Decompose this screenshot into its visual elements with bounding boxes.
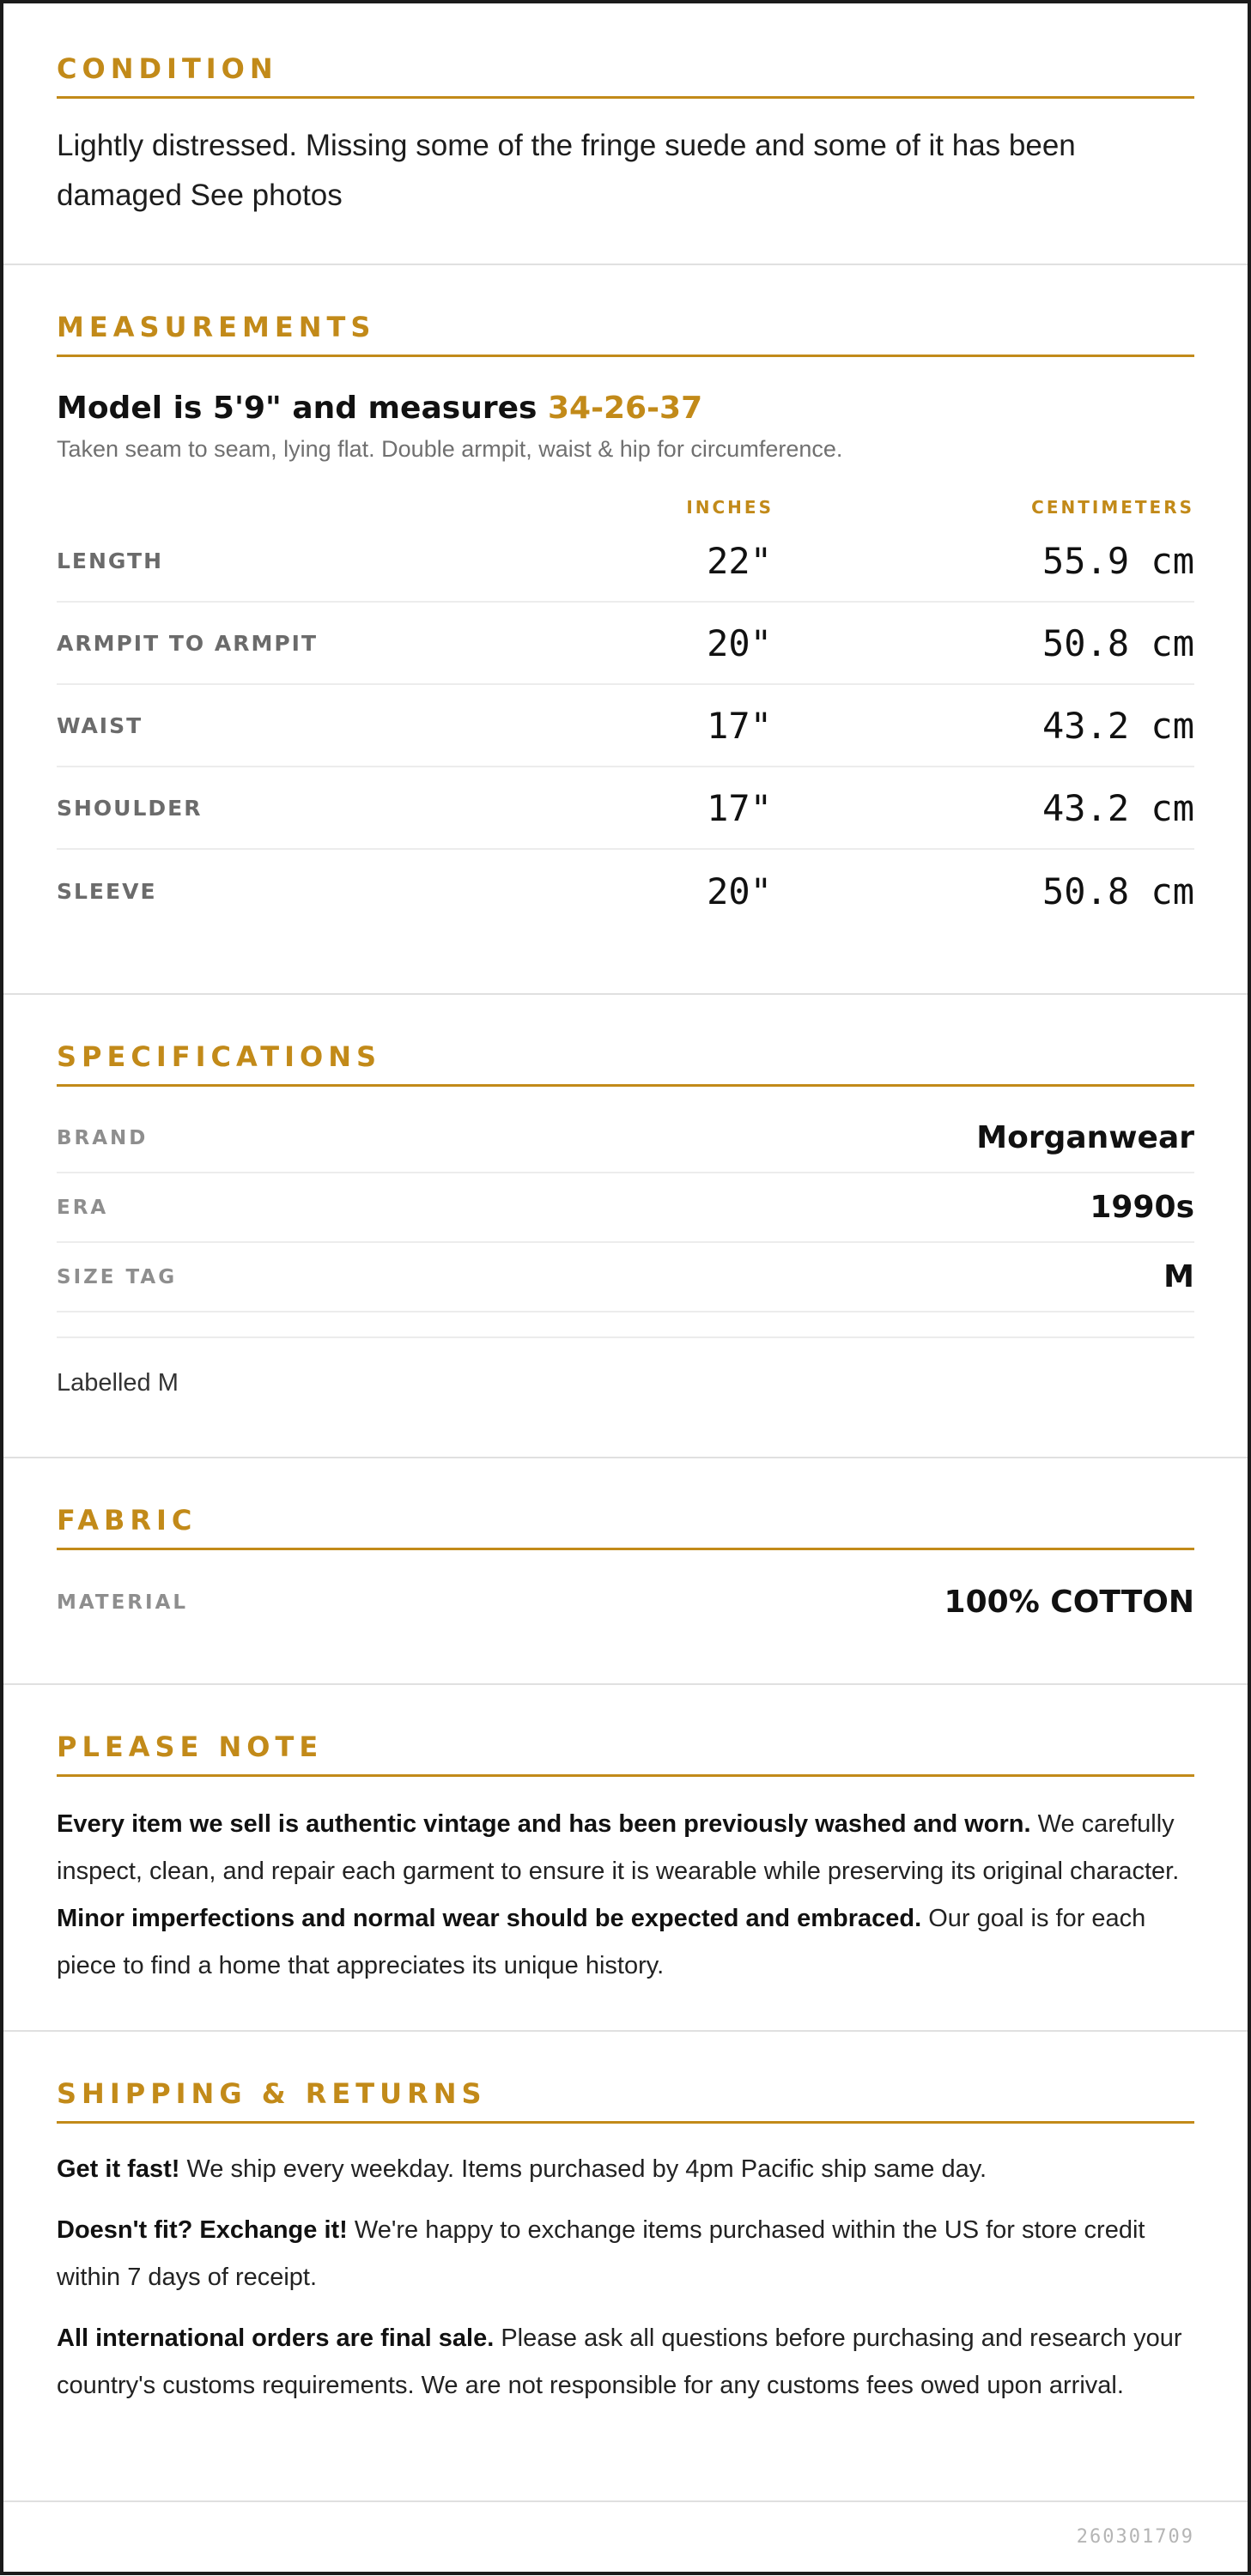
spec-key: SIZE TAG: [57, 1265, 178, 1288]
measurement-row: [57, 520, 1194, 603]
spec-key: ERA: [57, 1196, 109, 1219]
measurement-cm: 50.8 cm: [1041, 870, 1194, 912]
measurement-row: [57, 685, 1194, 767]
fabric-value: 100% COTTON: [944, 1585, 1194, 1620]
shipping-title: SHIPPING & RETURNS: [57, 2076, 1194, 2124]
shipping-returns-section: [3, 2032, 1248, 2502]
specifications-title: SPECIFICATIONS: [57, 1039, 1194, 1087]
measurement-row: [57, 767, 1194, 850]
model-info: [57, 390, 1194, 427]
measurements-section: [3, 265, 1248, 995]
measurement-inches: 20": [707, 621, 772, 664]
measurement-label: WAIST: [57, 712, 143, 738]
measurement-label: LENGTH: [57, 548, 163, 573]
spec-note: Labelled M: [57, 1369, 179, 1397]
shipping-bold: Get it fast!: [57, 2155, 180, 2183]
measurements-title: MEASUREMENTS: [57, 310, 1194, 357]
spec-row-size-tag: [57, 1243, 1194, 1312]
fabric-title: FABRIC: [57, 1503, 1194, 1550]
specifications-list: [57, 1104, 1194, 1338]
note-text-2: Our goal is for each piece to find a home that appreciates its unique history.: [57, 1905, 1146, 1979]
spec-row-brand: [57, 1104, 1194, 1173]
condition-section: [3, 3, 1248, 265]
please-note-text: [57, 1801, 1194, 1990]
measurement-cm: 50.8 cm: [1041, 621, 1194, 664]
spec-value: M: [1163, 1259, 1194, 1294]
divider: [57, 1312, 1194, 1338]
measurement-label: ARMPIT TO ARMPIT: [57, 630, 319, 656]
shipping-text: Please ask all questions before purchasing and research your country's customs requirements. We are not responsible for any customs fees owed upon arrival.: [57, 2324, 1182, 2399]
fabric-section: [3, 1458, 1248, 1685]
note-text-1: We carefully inspect, clean, and repair each garment to ensure it is wearable while preserving its original character.: [57, 1810, 1180, 1885]
measurement-inches: 17": [707, 704, 772, 747]
measurements-header: [57, 494, 1194, 520]
measurement-cm: 43.2 cm: [1041, 786, 1194, 829]
note-bold-2: Minor imperfections and normal wear should be expected and embraced.: [57, 1905, 922, 1932]
measurement-inches: 20": [707, 870, 772, 912]
fabric-list: [57, 1567, 1194, 1637]
model-info-prefix: Model is 5'9" and measures: [57, 391, 548, 426]
footer: [3, 2502, 1248, 2576]
spec-row-era: [57, 1173, 1194, 1243]
shipping-paragraph-fast: [57, 2146, 1194, 2193]
measurement-row: [57, 850, 1194, 932]
measurement-row: [57, 603, 1194, 685]
condition-text: Lightly distressed. Missing some of the fringe suede and some of it has been damaged See photos: [57, 129, 1076, 212]
shipping-bold: All international orders are final sale.: [57, 2324, 495, 2352]
measurements-table: [57, 520, 1194, 932]
please-note-title: PLEASE NOTE: [57, 1730, 1194, 1777]
shipping-bold: Doesn't fit? Exchange it!: [57, 2216, 348, 2244]
shipping-text: We're happy to exchange items purchased within the US for store credit within 7 days of receipt.: [57, 2216, 1145, 2291]
spec-value: Morganwear: [976, 1120, 1194, 1155]
model-measures: 34-26-37: [547, 391, 703, 426]
spec-key: BRAND: [57, 1126, 149, 1149]
note-bold-1: Every item we sell is authentic vintage and has been previously washed and worn.: [57, 1810, 1031, 1838]
measurement-inches: 22": [707, 539, 772, 582]
column-inches: INCHES: [686, 497, 774, 518]
shipping-text: We ship every weekday. Items purchased by 4pm Pacific ship same day.: [179, 2155, 987, 2183]
measurement-cm: 43.2 cm: [1041, 704, 1194, 747]
item-id: 260301709: [1076, 2526, 1194, 2548]
measurement-label: SHOULDER: [57, 795, 203, 821]
shipping-paragraph-international: [57, 2315, 1194, 2409]
column-centimeters: CENTIMETERS: [1031, 497, 1194, 518]
please-note-section: [3, 1685, 1248, 2032]
specifications-section: [3, 995, 1248, 1458]
shipping-paragraph-exchange: [57, 2207, 1194, 2301]
measurements-subtitle: Taken seam to seam, lying flat. Double armpit, waist & hip for circumference.: [57, 436, 843, 462]
fabric-key: MATERIAL: [57, 1591, 189, 1614]
measurement-label: SLEEVE: [57, 878, 157, 904]
spec-value: 1990s: [1090, 1190, 1194, 1225]
measurement-inches: 17": [707, 786, 772, 829]
fabric-row-material: [57, 1567, 1194, 1637]
condition-title: CONDITION: [57, 52, 1194, 99]
measurement-cm: 55.9 cm: [1041, 539, 1194, 582]
